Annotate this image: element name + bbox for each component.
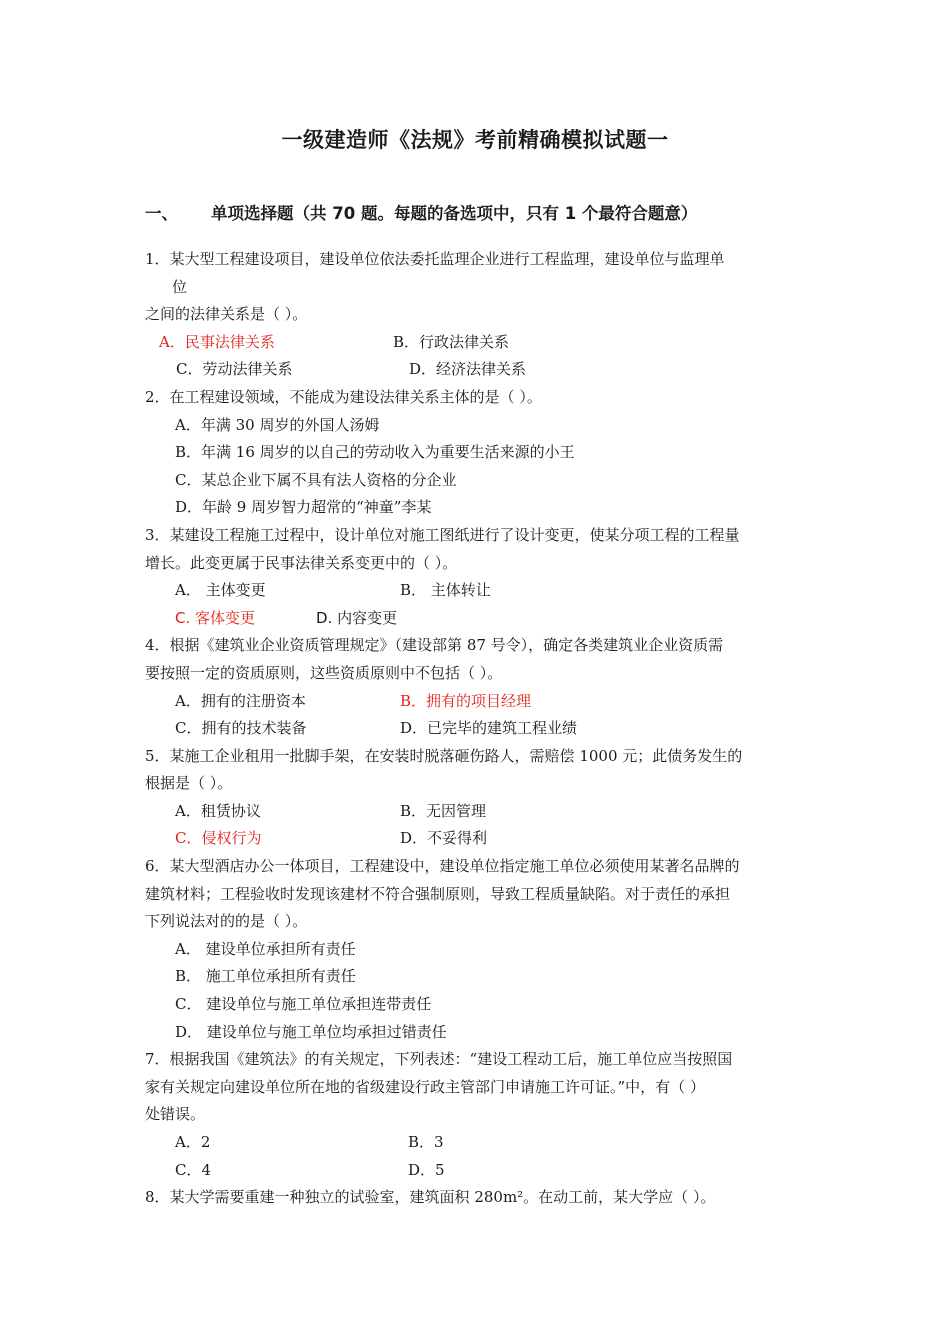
section-number: 一、 bbox=[145, 204, 178, 223]
question-7-option-c: C．4 bbox=[175, 1160, 212, 1179]
question-3-line-1: 3．某建设工程施工过程中，设计单位对施工图纸进行了设计变更，使某分项工程的工程量 bbox=[145, 525, 740, 544]
question-5-options-row-2 bbox=[145, 825, 810, 853]
question-6-option-c: C． 建设单位与施工单位承担连带责任 bbox=[175, 995, 432, 1014]
question-3-options-row-2 bbox=[145, 605, 810, 633]
question-3-option-d: D. 内容变更 bbox=[316, 608, 398, 627]
question-2-line-1: 2．在工程建设领域，不能成为建设法律关系主体的是（ ）。 bbox=[145, 387, 542, 406]
question-6-line-2: 建筑材料；工程验收时发现该建材不符合强制原则，导致工程质量缺陷。对于责任的承担 bbox=[145, 884, 731, 903]
question-4-options-row-2 bbox=[145, 715, 810, 743]
question-7-line-3: 处错误。 bbox=[145, 1105, 206, 1124]
question-1-options-row-1 bbox=[145, 329, 810, 357]
question-2-option-d: D．年龄 9 周岁智力超常的“神童”李某 bbox=[175, 498, 432, 517]
question-7-option-d: D．5 bbox=[408, 1160, 445, 1179]
question-6-option-a: A． 建设单位承担所有责任 bbox=[175, 939, 356, 958]
question-6-line-3: 下列说法对的的是（ ）。 bbox=[145, 912, 308, 931]
question-1-line-2: 位 bbox=[172, 277, 188, 296]
question-6-line-1: 6．某大型酒店办公一体项目，工程建设中，建设单位指定施工单位必须使用某著名品牌的 bbox=[145, 857, 740, 876]
question-3-option-a: A． 主体变更 bbox=[175, 581, 266, 600]
question-5-option-d: D．不妥得利 bbox=[400, 829, 488, 848]
question-1-line-1: 1．某大型工程建设项目，建设单位依法委托监理企业进行工程监理，建设单位与监理单 bbox=[145, 250, 725, 268]
section-text: 单项选择题（共 70 题。每题的备选项中，只有 1 个最符合题意） bbox=[211, 204, 698, 223]
question-8-line-1: 8．某大学需要重建一种独立的试验室，建筑面积 280m²。在动工前，某大学应（ ）。 bbox=[145, 1188, 716, 1207]
question-4-options-row-1 bbox=[145, 688, 810, 716]
question-1-options-row-2 bbox=[145, 356, 810, 384]
question-7-line-2: 家有关规定向建设单位所在地的省级建设行政主管部门申请施工许可证。”中，有（ ） bbox=[145, 1077, 705, 1096]
question-2-option-b: B．年满 16 周岁的以自己的劳动收入为重要生活来源的小王 bbox=[175, 443, 575, 462]
question-7-options-row-1 bbox=[145, 1129, 810, 1157]
question-1-option-a: A．民事法律关系 bbox=[159, 332, 275, 351]
question-7-line-1: 7．根据我国《建筑法》的有关规定，下列表述：“建设工程动工后，施工单位应当按照国 bbox=[145, 1050, 733, 1069]
question-3-option-b: B． 主体转让 bbox=[400, 581, 491, 600]
question-2-option-c: C．某总企业下属不具有法人资格的分企业 bbox=[175, 470, 457, 489]
question-5-line-2: 根据是（ ）。 bbox=[145, 774, 233, 793]
question-5-options-row-1 bbox=[145, 798, 810, 826]
question-5-line-1: 5．某施工企业租用一批脚手架，在安装时脱落砸伤路人，需赔偿 1000 元；此债务发生的 bbox=[145, 746, 743, 765]
question-6-option-d: D． 建设单位与施工单位均承担过错责任 bbox=[175, 1022, 447, 1041]
question-5-option-a: A．租赁协议 bbox=[175, 801, 261, 820]
question-5-option-b: B．无因管理 bbox=[400, 801, 487, 820]
page-title: 一级建造师《法规》考前精确模拟试题一 bbox=[281, 128, 669, 152]
question-1-option-c: C．劳动法律关系 bbox=[176, 360, 293, 379]
question-3-options-row-1 bbox=[145, 577, 810, 605]
question-4-line-2: 要按照一定的资质原则，这些资质原则中不包括（ ）。 bbox=[145, 663, 503, 682]
question-4-option-a: A．拥有的注册资本 bbox=[175, 691, 306, 710]
question-3-option-c: C. 客体变更 bbox=[175, 608, 256, 627]
question-6-option-b: B． 施工单位承担所有责任 bbox=[175, 967, 356, 986]
question-7-options-row-2 bbox=[145, 1157, 810, 1185]
section-heading bbox=[145, 200, 825, 224]
question-3-line-2: 增长。此变更属于民事法律关系变更中的（ ）。 bbox=[145, 553, 458, 572]
question-list bbox=[145, 246, 810, 1212]
question-7-option-b: B．3 bbox=[408, 1133, 444, 1151]
question-4-option-d: D．已完毕的建筑工程业绩 bbox=[400, 719, 578, 738]
question-1-option-d: D．经济法律关系 bbox=[409, 360, 527, 379]
question-2-option-a: A．年满 30 周岁的外国人汤姆 bbox=[175, 415, 380, 434]
question-4-option-b: B．拥有的项目经理 bbox=[400, 691, 532, 710]
question-4-line-1: 4．根据《建筑业企业资质管理规定》（建设部第 87 号令），确定各类建筑业企业资质需 bbox=[145, 636, 724, 655]
question-4-option-c: C．拥有的技术装备 bbox=[175, 719, 307, 738]
question-7-option-a: A．2 bbox=[175, 1133, 211, 1151]
question-5-option-c: C．侵权行为 bbox=[175, 829, 262, 848]
question-1-line-3: 之间的法律关系是（ ）。 bbox=[145, 305, 308, 324]
question-1-option-b: B．行政法律关系 bbox=[393, 332, 510, 351]
